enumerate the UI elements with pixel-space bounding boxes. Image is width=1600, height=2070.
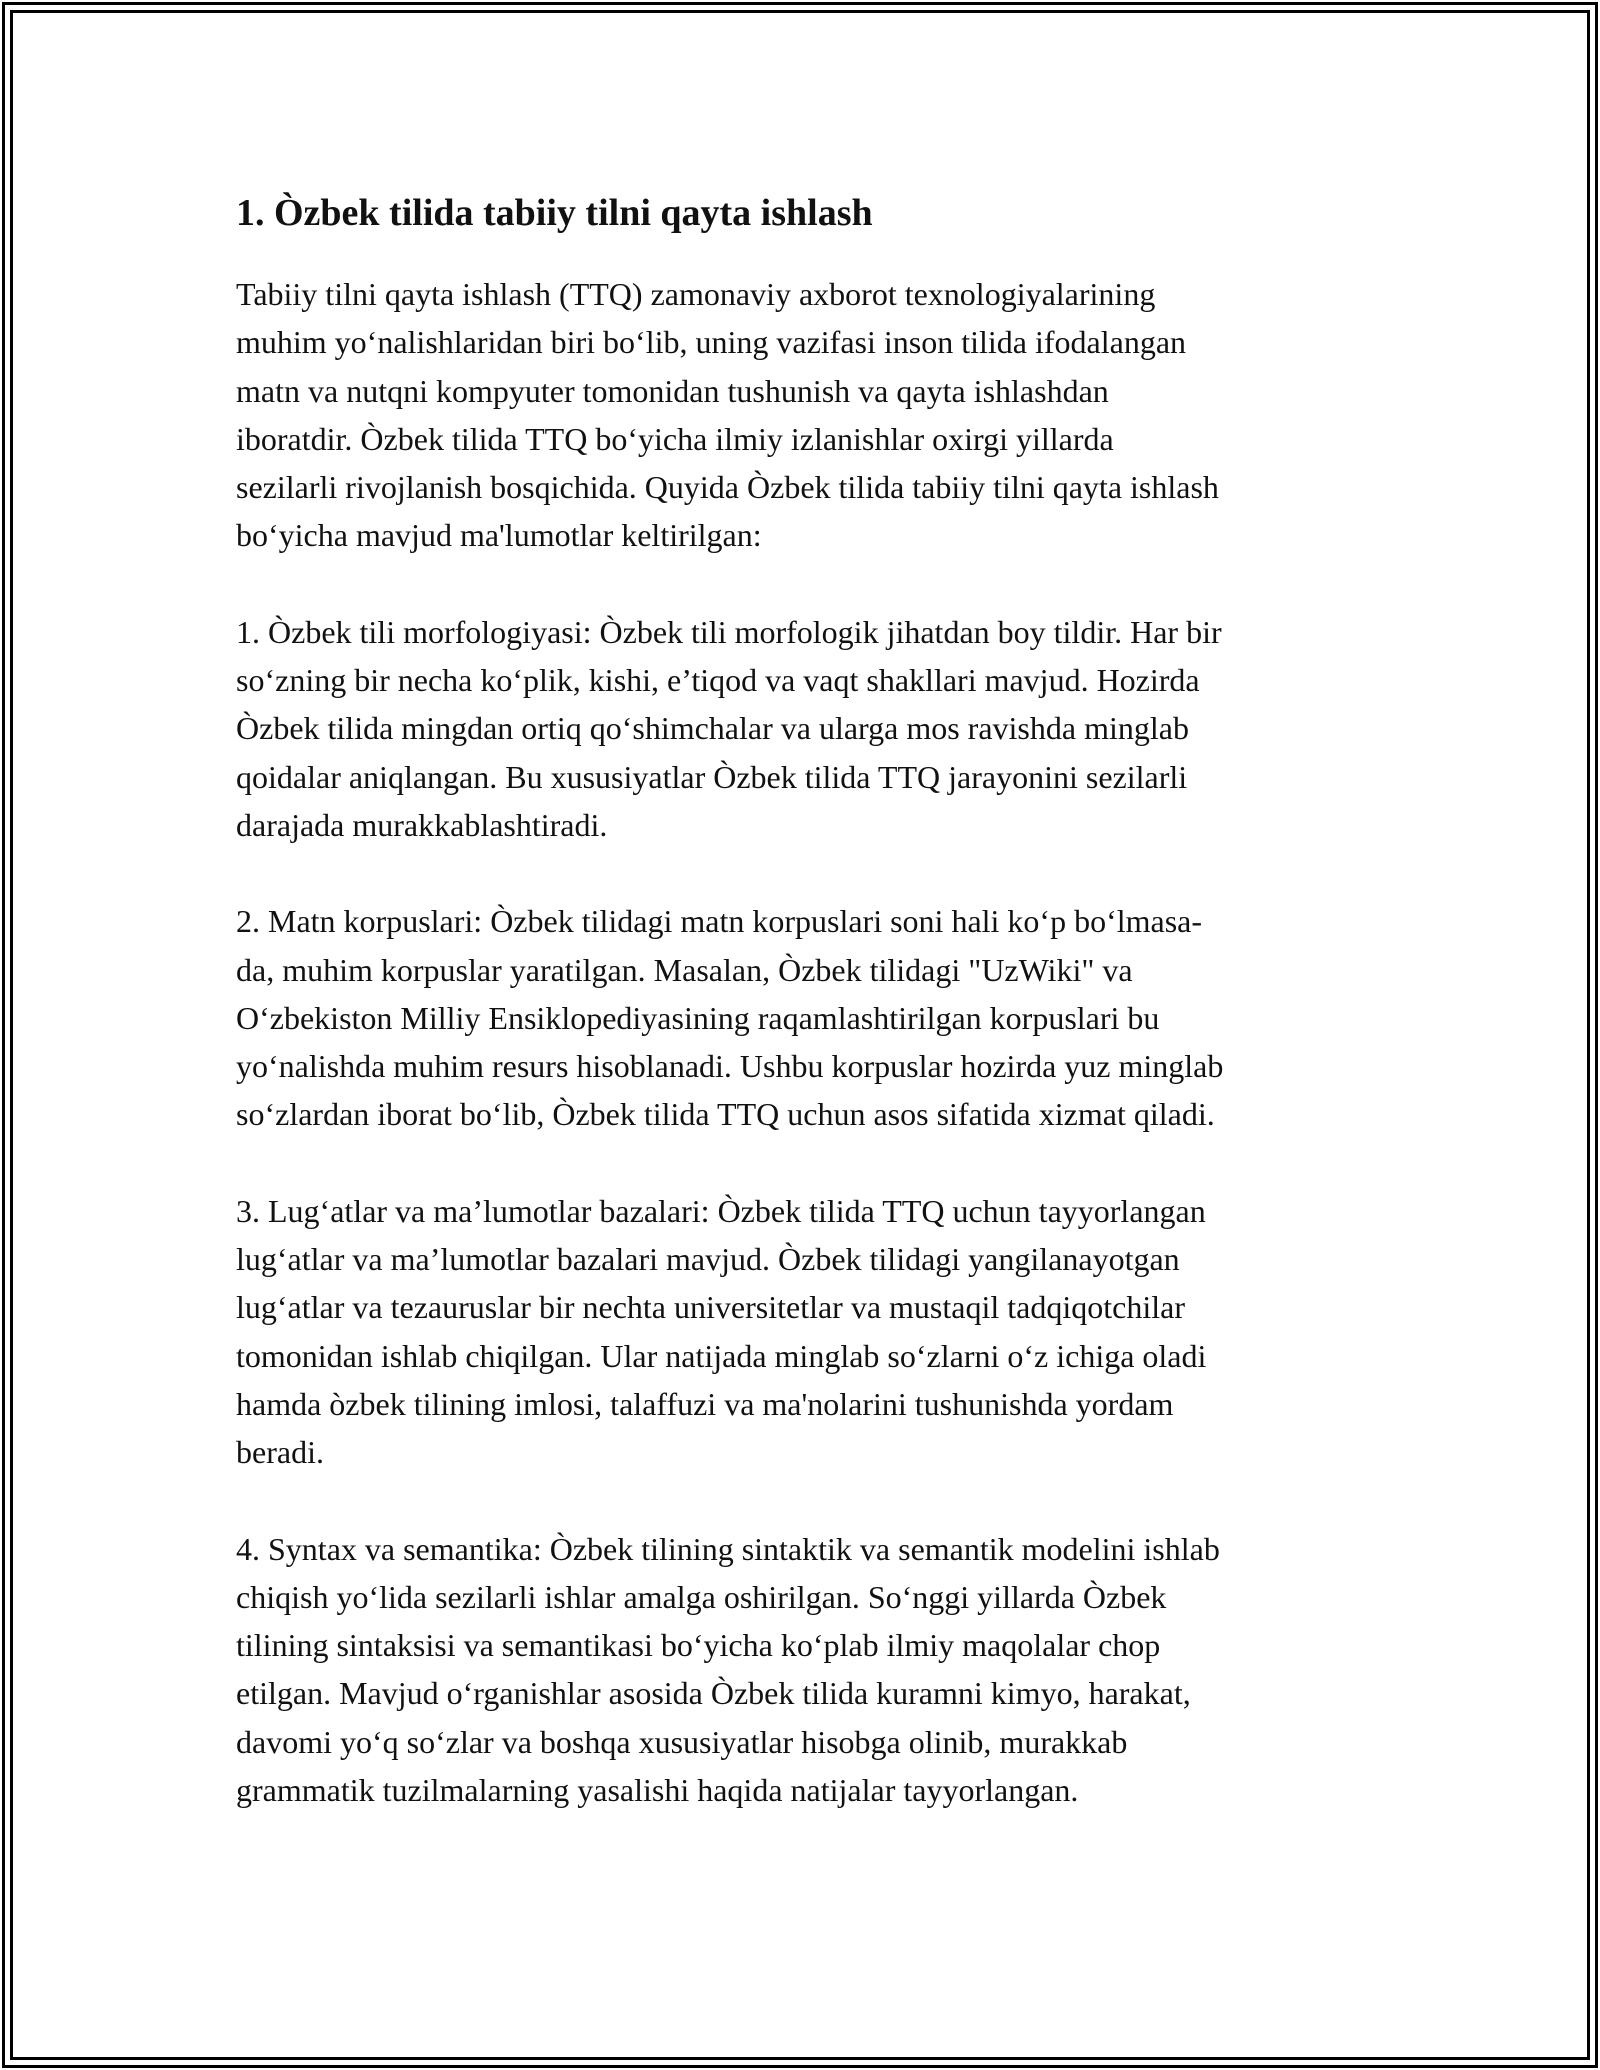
text-line: lug‘atlar va tezauruslar bir nechta universitetlar va mustaqil tadqiqotchilar bbox=[236, 1289, 1185, 1326]
paragraph-syntax bbox=[236, 1525, 1376, 1815]
text-line: lug‘atlar va ma’lumotlar bazalari mavjud. Òzbek tilidagi yangilanayotgan bbox=[236, 1241, 1180, 1278]
section-heading: 1. Òzbek tilida tabiiy tilni qayta ishlash bbox=[236, 192, 873, 234]
text-line: muhim yo‘nalishlaridan biri bo‘lib, uning vazifasi inson tilida ifodalangan bbox=[236, 324, 1187, 361]
text-line: etilgan. Mavjud o‘rganishlar asosida Òzbek tilida kuramni kimyo, harakat, bbox=[236, 1675, 1191, 1712]
text-line: Òzbek tilida mingdan ortiq qo‘shimchalar va ularga mos ravishda minglab bbox=[236, 710, 1189, 747]
text-line: 3. Lug‘atlar va ma’lumotlar bazalari: Òzbek tilida TTQ uchun tayyorlangan bbox=[236, 1192, 1206, 1229]
text-line: chiqish yo‘lida sezilarli ishlar amalga oshirilgan. So‘nggi yillarda Òzbek bbox=[236, 1578, 1167, 1615]
text-line: qoidalar aniqlangan. Bu xususiyatlar Òzbek tilida TTQ jarayonini sezilarli bbox=[236, 758, 1188, 795]
text-line: iboratdir. Òzbek tilida TTQ bo‘yicha ilmiy izlanishlar oxirgi yillarda bbox=[236, 420, 1114, 457]
text-line: 2. Matn korpuslari: Òzbek tilidagi matn korpuslari soni hali ko‘p bo‘lmasa- bbox=[236, 903, 1203, 940]
text-line: yo‘nalishda muhim resurs hisoblanadi. Ushbu korpuslar hozirda yuz minglab bbox=[236, 1048, 1224, 1085]
text-line: O‘zbekiston Milliy Ensiklopediyasining raqamlashtirilgan korpuslari bu bbox=[236, 999, 1160, 1036]
text-line: tomonidan ishlab chiqilgan. Ular natijada minglab so‘zlarni o‘z ichiga oladi bbox=[236, 1337, 1207, 1374]
text-line: 4. Syntax va semantika: Òzbek tilining sintaktik va semantik modelini ishlab bbox=[236, 1530, 1220, 1567]
text-line: hamda òzbek tilining imlosi, talaffuzi va ma'nolarini tushunishda yordam bbox=[236, 1385, 1174, 1422]
document-body bbox=[236, 188, 1376, 1862]
text-line: Tabiiy tilni qayta ishlash (TTQ) zamonaviy axborot texnologiyalarining bbox=[236, 276, 1156, 312]
text-line: so‘zning bir necha ko‘plik, kishi, e’tiqod va vaqt shakllari mavjud. Hozirda bbox=[236, 662, 1200, 699]
text-line: bo‘yicha mavjud ma'lumotlar keltirilgan: bbox=[236, 517, 762, 554]
text-line: beradi. bbox=[236, 1434, 324, 1471]
text-line: tilining sintaksisi va semantikasi bo‘yicha ko‘plab ilmiy maqolalar chop bbox=[236, 1627, 1161, 1664]
text-line: davomi yo‘q so‘zlar va boshqa xususiyatlar hisobga olinib, murakkab bbox=[236, 1723, 1128, 1760]
text-line: 1. Òzbek tili morfologiyasi: Òzbek tili morfologik jihatdan boy tildir. Har bir bbox=[236, 613, 1222, 650]
text-line: grammatik tuzilmalarning yasalishi haqida natijalar tayyorlangan. bbox=[236, 1772, 1079, 1809]
paragraph-corpora bbox=[236, 897, 1376, 1138]
text-line: darajada murakkablashtiradi. bbox=[236, 806, 608, 843]
text-line: sezilarli rivojlanish bosqichida. Quyida Òzbek tilida tabiiy tilni qayta ishlash bbox=[236, 469, 1219, 506]
text-line: so‘zlardan iborat bo‘lib, Òzbek tilida TTQ uchun asos sifatida xizmat qiladi. bbox=[236, 1096, 1215, 1133]
paragraph-morphology bbox=[236, 608, 1376, 849]
text-line: da, muhim korpuslar yaratilgan. Masalan, Òzbek tilidagi "UzWiki" va bbox=[236, 951, 1133, 988]
paragraph-intro bbox=[236, 270, 1376, 560]
text-line: matn va nutqni kompyuter tomonidan tushunish va qayta ishlashdan bbox=[236, 372, 1109, 409]
paragraph-dictionaries bbox=[236, 1187, 1376, 1477]
